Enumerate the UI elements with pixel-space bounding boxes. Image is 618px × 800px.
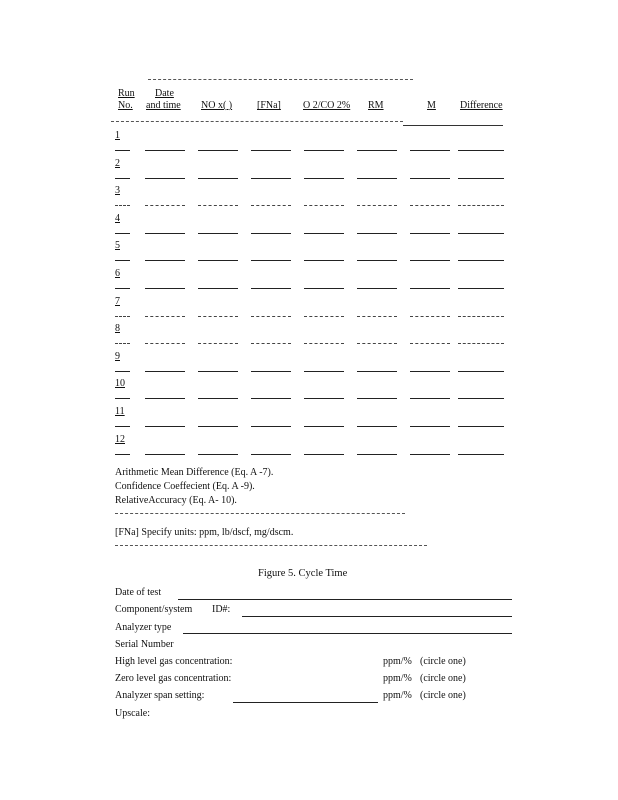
table-cell-field[interactable] — [410, 288, 450, 289]
table-cell-field[interactable] — [410, 178, 450, 179]
table-cell-field[interactable] — [410, 371, 450, 372]
span-setting-label: Analyzer span setting: — [115, 690, 205, 701]
table-cell-field[interactable] — [198, 260, 238, 261]
run-number: 10 — [115, 378, 125, 390]
table-cell-field[interactable] — [458, 426, 504, 427]
summary-confidence: Confidence Coeffecient (Eq. A -9). — [115, 481, 255, 492]
header-rule — [111, 121, 403, 122]
table-cell-field[interactable] — [251, 288, 291, 289]
table-cell-field[interactable] — [251, 398, 291, 399]
run-field[interactable] — [115, 288, 130, 289]
table-cell-field[interactable] — [410, 205, 450, 206]
date-of-test-field[interactable] — [178, 599, 512, 600]
header-difference: Difference — [460, 100, 503, 111]
header-fna: [FNa] — [257, 100, 281, 111]
run-number: 1 — [115, 130, 120, 141]
table-cell-field[interactable] — [458, 288, 504, 289]
header-rm: RM — [368, 100, 384, 111]
table-cell-field[interactable] — [304, 371, 344, 372]
table-cell-field[interactable] — [357, 398, 397, 399]
table-cell-field[interactable] — [145, 150, 185, 151]
table-cell-field[interactable] — [410, 426, 450, 427]
summary-mean-difference: Arithmetic Mean Difference (Eq. A -7). — [115, 467, 274, 478]
table-cell-field[interactable] — [145, 178, 185, 179]
zero-level-circle-one: (circle one) — [420, 673, 466, 684]
table-cell-field[interactable] — [198, 398, 238, 399]
table-cell-field[interactable] — [410, 454, 450, 455]
component-label: Component/system — [115, 604, 193, 615]
run-field[interactable] — [115, 371, 130, 372]
run-number: 12 — [115, 433, 125, 445]
span-setting-field[interactable] — [233, 702, 378, 703]
table-cell-field[interactable] — [145, 371, 185, 372]
span-setting-unit[interactable]: ppm/% — [383, 690, 412, 701]
table-cell-field[interactable] — [357, 150, 397, 151]
table-cell-field[interactable] — [458, 343, 504, 344]
table-cell-field[interactable] — [304, 288, 344, 289]
table-cell-field[interactable] — [458, 205, 504, 206]
table-cell-field[interactable] — [198, 316, 238, 317]
table-cell-field[interactable] — [251, 178, 291, 179]
run-field[interactable] — [115, 398, 130, 399]
table-cell-field[interactable] — [251, 371, 291, 372]
table-cell-field[interactable] — [357, 426, 397, 427]
table-cell-field[interactable] — [304, 454, 344, 455]
table-cell-field[interactable] — [357, 178, 397, 179]
table-cell-field[interactable] — [304, 150, 344, 151]
summary-relative-accuracy: RelativeAccuracy (Eq. A- 10). — [115, 495, 237, 506]
header-date: Date and time — [146, 88, 181, 111]
table-cell-field[interactable] — [198, 205, 238, 206]
table-cell-field[interactable] — [145, 398, 185, 399]
date-of-test-label: Date of test — [115, 587, 162, 598]
table-cell-field[interactable] — [410, 260, 450, 261]
table-cell-field[interactable] — [251, 426, 291, 427]
figure-caption: Figure 5. Cycle Time — [258, 568, 348, 579]
table-cell-field[interactable] — [251, 233, 291, 234]
table-cell-field[interactable] — [410, 316, 450, 317]
table-cell-field[interactable] — [410, 343, 450, 344]
table-cell-field[interactable] — [198, 343, 238, 344]
table-cell-field[interactable] — [145, 205, 185, 206]
high-level-label: High level gas concentration: — [115, 656, 233, 667]
table-cell-field[interactable] — [251, 454, 291, 455]
run-field[interactable] — [115, 343, 130, 344]
run-number: 5 — [115, 240, 120, 252]
table-cell-field[interactable] — [145, 343, 185, 344]
table-cell-field[interactable] — [410, 150, 450, 151]
run-number: 9 — [115, 350, 120, 362]
zero-level-label: Zero level gas concentration: — [115, 673, 232, 684]
table-cell-field[interactable] — [198, 426, 238, 427]
header-o2co2: O 2/CO 2% — [303, 100, 351, 111]
top-rule — [148, 79, 413, 80]
table-cell-field[interactable] — [304, 398, 344, 399]
table-cell-field[interactable] — [304, 426, 344, 427]
table-cell-field[interactable] — [458, 150, 504, 151]
table-cell-field[interactable] — [251, 205, 291, 206]
run-field[interactable] — [115, 316, 130, 317]
table-cell-field[interactable] — [198, 454, 238, 455]
id-label: ID#: — [212, 604, 231, 615]
table-cell-field[interactable] — [458, 454, 504, 455]
table-cell-field[interactable] — [304, 343, 344, 344]
units-note: [FNa] Specify units: ppm, lb/dscf, mg/dscm. — [115, 527, 294, 538]
run-number: 6 — [115, 268, 120, 279]
table-cell-field[interactable] — [251, 260, 291, 261]
table-cell-field[interactable] — [458, 233, 504, 234]
table-cell-field[interactable] — [198, 178, 238, 179]
table-cell-field[interactable] — [304, 260, 344, 261]
table-cell-field[interactable] — [145, 260, 185, 261]
table-cell-field[interactable] — [458, 178, 504, 179]
table-cell-field[interactable] — [198, 233, 238, 234]
table-cell-field[interactable] — [251, 343, 291, 344]
table-cell-field[interactable] — [458, 260, 504, 261]
run-field[interactable] — [115, 178, 130, 179]
header-nox: NO x( ) — [201, 100, 233, 111]
table-cell-field[interactable] — [357, 371, 397, 372]
table-cell-field[interactable] — [357, 343, 397, 344]
table-cell-field[interactable] — [357, 260, 397, 261]
units-rule — [115, 545, 427, 546]
table-cell-field[interactable] — [251, 150, 291, 151]
analyzer-type-label: Analyzer type — [115, 622, 172, 633]
table-cell-field[interactable] — [410, 398, 450, 399]
run-field[interactable] — [115, 150, 130, 151]
component-field[interactable] — [242, 616, 512, 617]
table-cell-field[interactable] — [145, 454, 185, 455]
table-cell-field[interactable] — [198, 288, 238, 289]
run-number: 4 — [115, 212, 120, 224]
run-number: 8 — [115, 323, 120, 335]
run-number: 7 — [115, 295, 120, 307]
summary-rule — [115, 513, 405, 514]
table-cell-field[interactable] — [357, 205, 397, 206]
table-cell-field[interactable] — [304, 205, 344, 206]
table-cell-field[interactable] — [357, 288, 397, 289]
table-cell-field[interactable] — [304, 233, 344, 234]
high-level-unit[interactable]: ppm/% — [383, 656, 412, 667]
table-cell-field[interactable] — [145, 233, 185, 234]
run-field[interactable] — [115, 205, 130, 206]
serial-number-label: Serial Number — [115, 639, 174, 650]
table-cell-field[interactable] — [145, 288, 185, 289]
run-field[interactable] — [115, 260, 130, 261]
table-cell-field[interactable] — [304, 178, 344, 179]
table-cell-field[interactable] — [145, 426, 185, 427]
run-field[interactable] — [115, 233, 130, 234]
analyzer-type-field[interactable] — [183, 633, 512, 634]
run-field[interactable] — [115, 454, 130, 455]
table-cell-field[interactable] — [145, 316, 185, 317]
header-m: M — [427, 100, 436, 111]
run-field[interactable] — [115, 426, 130, 427]
run-number: 3 — [115, 185, 120, 197]
zero-level-unit[interactable]: ppm/% — [383, 673, 412, 684]
table-cell-field[interactable] — [458, 371, 504, 372]
table-cell-field[interactable] — [251, 316, 291, 317]
table-cell-field[interactable] — [410, 233, 450, 234]
table-cell-field[interactable] — [357, 233, 397, 234]
table-cell-field[interactable] — [458, 398, 504, 399]
upscale-label: Upscale: — [115, 708, 150, 719]
span-setting-circle-one: (circle one) — [420, 690, 466, 701]
header-rule-right — [403, 125, 503, 126]
table-cell-field[interactable] — [357, 316, 397, 317]
high-level-circle-one: (circle one) — [420, 656, 466, 667]
table-cell-field[interactable] — [304, 316, 344, 317]
table-cell-field[interactable] — [458, 316, 504, 317]
table-cell-field[interactable] — [357, 454, 397, 455]
table-cell-field[interactable] — [198, 150, 238, 151]
run-number: 11 — [115, 406, 125, 417]
table-cell-field[interactable] — [198, 371, 238, 372]
run-number: 2 — [115, 157, 120, 169]
header-run: Run No. — [118, 88, 135, 111]
